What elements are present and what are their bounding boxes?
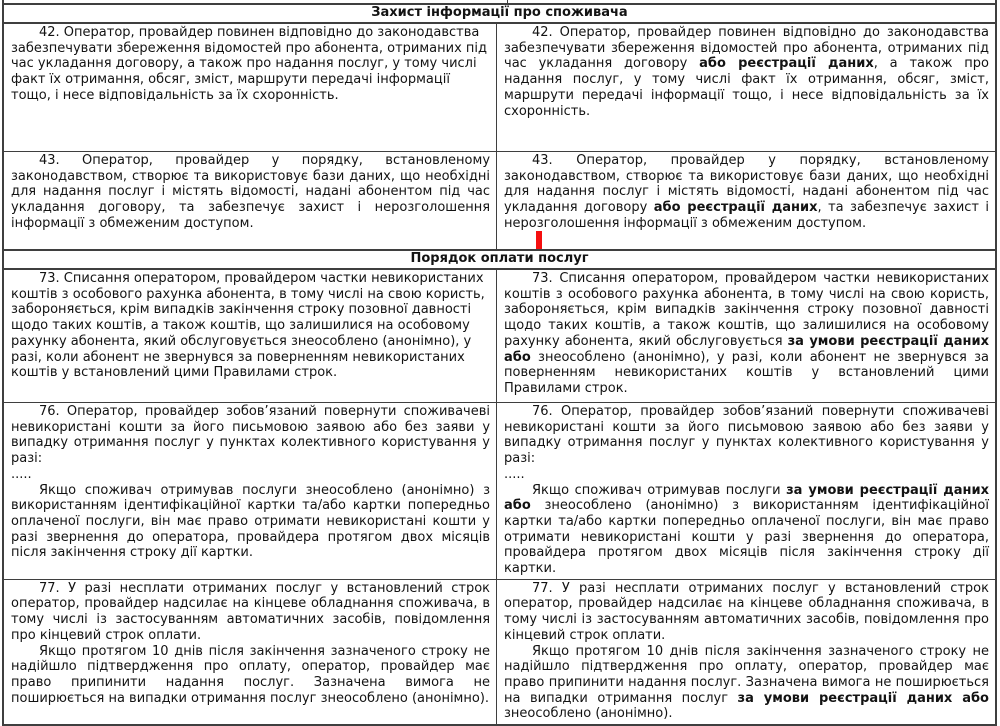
paragraph: Якщо протягом 10 днів після закінчення зазначеного строку не надійшло підтвердження про оплату, оператор, провайдер має право припинити надання послуг. Зазначена вимога не поширюється на випадки отримання послуг за умови реєстрації даних або знеособлено (анонімно).: [504, 643, 989, 722]
section-header-row: [3, 250, 996, 269]
left-cell-43: [3, 152, 497, 251]
table-row-76: [3, 403, 996, 580]
paragraph: 73. Списання оператором, провайдером частки невикористаних коштів з особового рахунка абонента, в тому числі на свою користь, забороняється, крім випадків закінчення строку позовної давності щодо таких коштів, а також коштів, що залишилися на особовому рахунку абонента, який обслуговується за умови реєстрації даних або знеособлено (анонімно), у разі, коли абонент не звернувся за поверненням невикористаних коштів у встановлений цими Правилами строк.: [504, 271, 989, 396]
paragraph: 42. Оператор, провайдер повинен відповідно до законодавства забезпечувати збереження відомостей про абонента, отриманих під час укладання договору, а також про надання послуг, у тому числі факт їх отримання, обсяг, зміст, маршрути передачі інформації тощо, і несе відповідальність за їх схоронність.: [11, 25, 488, 103]
right-cell-42: [497, 23, 996, 152]
changed-text: або реєстрації даних: [699, 56, 874, 72]
left-cell-76: [3, 403, 497, 580]
changed-text: або реєстрації даних: [653, 200, 818, 216]
paragraph: Якщо споживач отримував послуги знеособлено (анонімно) з використанням ідентифікаційної картки та/або картки попередньо оплаченої послуги, він має право отримати невикористані кошти у разі звернення до оператора, провайдера протягом двох місяців після закінчення строку дії картки.: [11, 482, 491, 561]
paragraph: 76. Оператор, провайдер зобов’язаний повернути споживачеві невикористані кошти за його письмовою заявою або без заяви у випадку отримання послуг у пунктах колективного користування у разі:: [504, 404, 989, 467]
changed-text: за умови реєстрації даних або: [504, 482, 989, 514]
document-page: [2, 0, 997, 726]
left-cell-42: [3, 23, 497, 152]
section-header-row: [3, 4, 996, 23]
section-payment-order: [3, 250, 996, 725]
right-cell-43: [497, 152, 996, 251]
paragraph: 73. Списання оператором, провайдером частки невикористаних коштів з особового рахунка абонента, в тому числі на свою користь, забороняється, крім випадків закінчення строку позовної давності щодо таких коштів, а також коштів, що залишилися на особовому рахунку абонента, який обслуговується знеособлено (анонімно), у разі, коли абонент не звернувся за поверненням невикористаних коштів у встановлений цими Правилами строк.: [11, 271, 485, 381]
section-info-protection: [3, 4, 996, 250]
left-cell-77: [3, 579, 497, 725]
paragraph: 43. Оператор, провайдер у порядку, встановленому законодавством, створює та використовує бази даних, що необхідні для надання послуг і містять відомості, надані абонентом під час укладання договору або реєстрації даних, та забезпечує захист і нерозголошення інформації з обмеженим доступом.: [504, 153, 989, 231]
paragraph: Якщо протягом 10 днів після закінчення зазначеного строку не надійшло підтвердження про оплату, оператор, провайдер має право припинити надання послуг. Зазначена вимога не поширюється на випадки отримання послуг знеособлено (анонімно).: [11, 643, 491, 706]
table-row-43: [3, 152, 996, 251]
paragraph: Якщо споживач отримував послуги за умови реєстрації даних або знеособлено (анонімно) з використанням ідентифікаційної картки та/або картки попередньо оплаченої послуги, він має право отримати невикористані кошти у разі звернення до оператора, провайдера протягом двох місяців після закінчення строку дії картки.: [504, 482, 989, 577]
paragraph: 77. У разі несплати отриманих послуг у встановлений строк оператор, провайдер надсилає на кінцеве обладнання споживача, в тому числі із застосуванням автоматичних засобів, повідомлення про кінцевий строк оплати.: [11, 580, 491, 643]
right-cell-73: [497, 269, 996, 403]
changed-text: за умови реєстрації даних або: [737, 690, 989, 706]
top-row-fragment: [2, 0, 997, 3]
right-cell-77: [497, 579, 996, 725]
table-row-42: [3, 23, 996, 152]
table-row-73: [3, 269, 996, 403]
comparison-table: [2, 3, 997, 726]
red-change-marker: [536, 231, 542, 249]
left-cell-73: [3, 269, 497, 403]
top-row-divider: [507, 0, 508, 3]
paragraph: .....: [11, 466, 32, 482]
paragraph: .....: [504, 466, 525, 482]
paragraph: 43. Оператор, провайдер у порядку, встановленому законодавством, створює та використовує бази даних, що необхідні для надання послуг і містять відомості, надані абонентом під час укладання договору, та забезпечує захист і нерозголошення інформації з обмеженим доступом.: [11, 153, 491, 231]
section-header: Порядок оплати послуг: [3, 250, 996, 269]
changed-text: за умови реєстрації даних або: [504, 333, 989, 365]
paragraph: 76. Оператор, провайдер зобов’язаний повернути споживачеві невикористані кошти за його письмовою заявою або без заяви у випадку отримання послуг у пунктах колективного користування у разі:: [11, 404, 491, 467]
paragraph: 42. Оператор, провайдер повинен відповідно до законодавства забезпечувати збереження відомостей про абонента, отриманих під час укладання договору або реєстрації даних, а також про надання послуг, у тому числі факт їх отримання, обсяг, зміст, маршрути передачі інформації тощо, і несе відповідальність за їх схоронність.: [504, 25, 990, 119]
right-cell-76: [497, 403, 996, 580]
table-row-77: [3, 579, 996, 725]
section-header: Захист інформації про споживача: [3, 4, 996, 23]
paragraph: 77. У разі несплати отриманих послуг у встановлений строк оператор, провайдер надсилає на кінцеве обладнання споживача, в тому числі із застосуванням автоматичних засобів, повідомлення про кінцевий строк оплати.: [504, 580, 989, 643]
